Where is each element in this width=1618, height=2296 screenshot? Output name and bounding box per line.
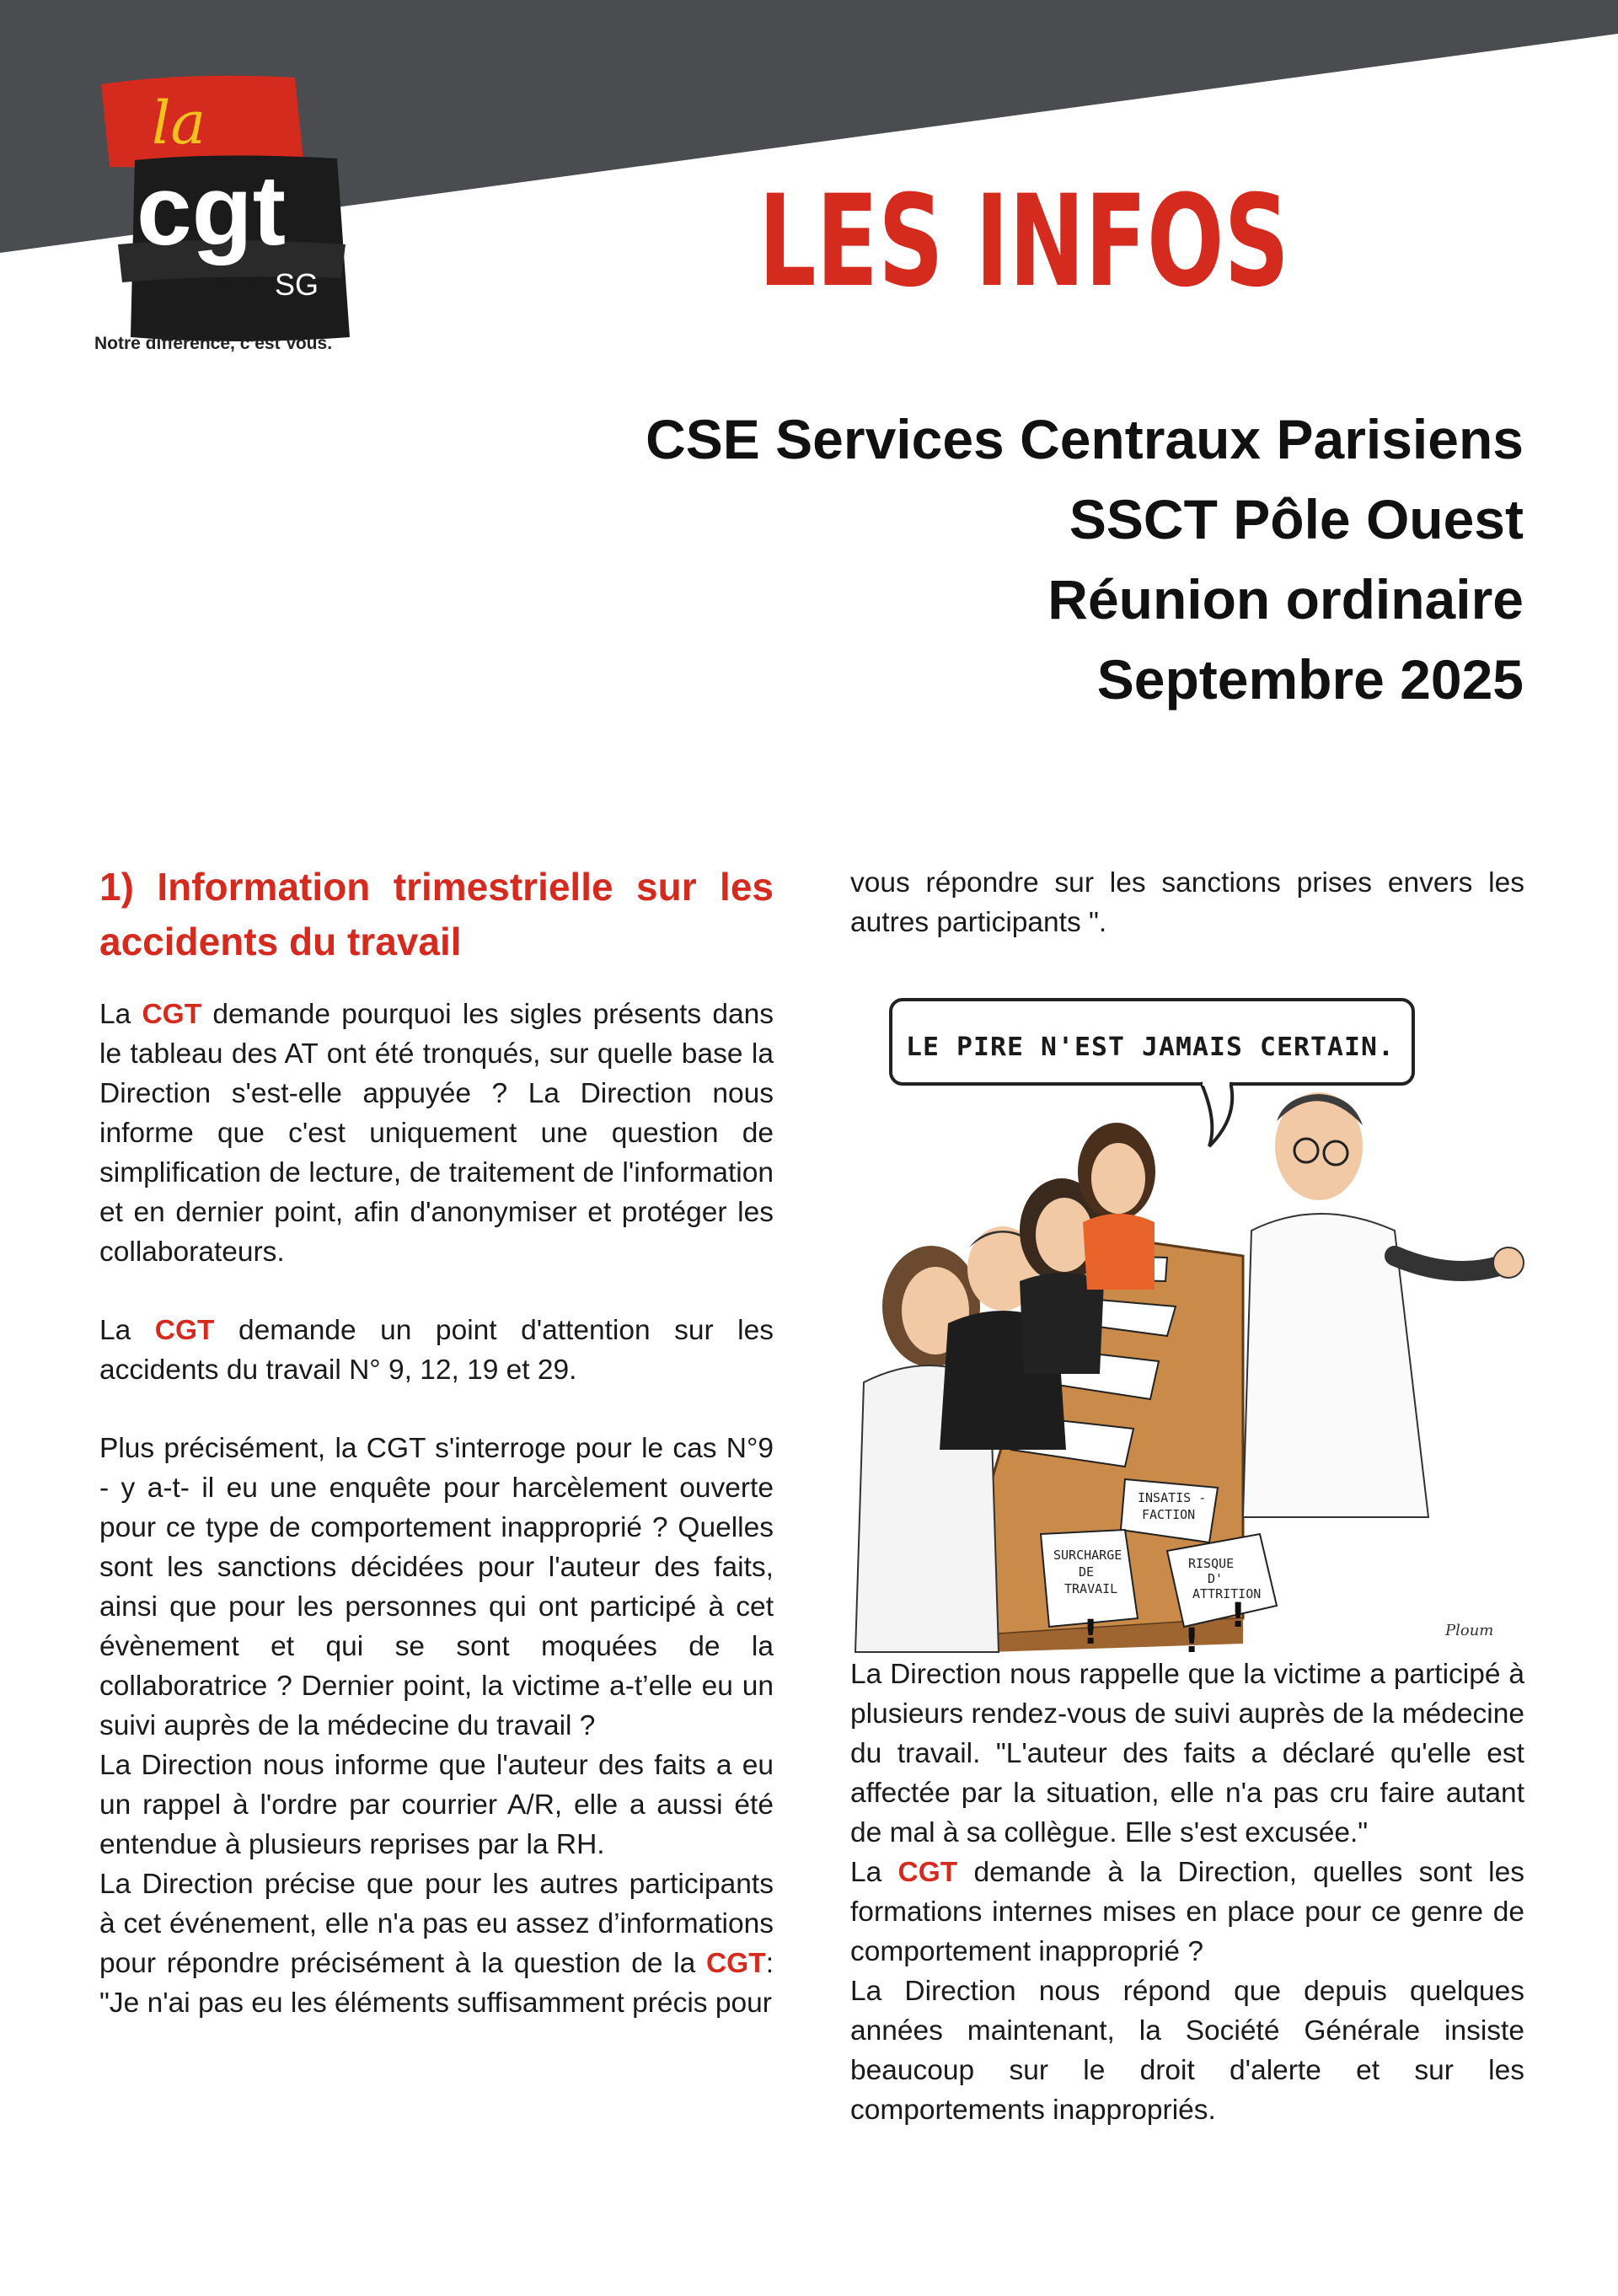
svg-text:TRAVAIL: TRAVAIL (1064, 1581, 1118, 1596)
paragraph-5: La Direction précise que pour les autres participants à cet événement, elle n'a pas eu assez d’informations pour répondre précisément à la question de la CGT: "Je n'ai pas eu les éléments suffisamment précis pour (99, 1869, 774, 2019)
svg-text:SG: SG (275, 267, 319, 302)
svg-text:Ploum: Ploum (1445, 1622, 1494, 1639)
svg-text:LES INFOS: LES INFOS (758, 169, 1289, 315)
svg-text:SURCHARGE: SURCHARGE (1053, 1548, 1122, 1563)
svg-text:cgt: cgt (137, 155, 286, 266)
title-line-4: Septembre 2025 (1096, 648, 1524, 711)
paragraph-6: La Direction nous rappelle que la victime a participé à plusieurs rendez-vous de suivi auprès de la médecine du travail. "L'auteur des faits a déclaré qu'elle est affectée par la situation, elle n'a pas cru faire autant de mal à sa collègue. Elle s'est excusée." (850, 1659, 1524, 1848)
tagline: Notre différence, c’est Vous. (94, 334, 333, 353)
svg-text:RISQUE: RISQUE (1188, 1556, 1235, 1571)
document-titles (646, 400, 1524, 720)
svg-text:DE: DE (1079, 1564, 1095, 1580)
svg-text:D': D' (1208, 1571, 1224, 1586)
svg-text:!: ! (1083, 1613, 1099, 1652)
right-column (850, 1655, 1524, 2130)
svg-text:!: ! (1230, 1596, 1246, 1635)
paragraph-3: Plus précisément, la CGT s'interroge pour le cas N°9 - y a-t- il eu une enquête pour harcèlement ouverte pour ce type de comportement inapproprié ? Quelles sont les sanctions décidées pour l'auteur des faits, ainsi que pour les personnes qui ont participé à cet évènement et qui se sont moquées de la collaboratrice ? Dernier point, la victime a-t’elle eu un suivi auprès de la médecine du travail ? (99, 1433, 774, 1741)
svg-text:ATTRITION: ATTRITION (1192, 1586, 1262, 1601)
left-column (99, 860, 774, 2023)
title-line-1: CSE Services Centraux Parisiens (646, 408, 1524, 470)
paragraph-2: La CGT demande un point d'attention sur les accidents du travail N° 9, 12, 19 et 29. (99, 1315, 774, 1386)
title-line-2: SSCT Pôle Ouest (1069, 488, 1524, 550)
paragraph-8: La Direction nous répond que depuis quelques années maintenant, la Société Générale insiste beaucoup sur le droit d'alerte et sur les comportements inappropriés. (850, 1976, 1524, 2126)
section-heading: 1) Information trimestrielle sur les accidents du travail (99, 865, 774, 963)
svg-text:!: ! (1184, 1622, 1200, 1660)
svg-text:FACTION: FACTION (1142, 1507, 1196, 1522)
right-column-continued (850, 863, 1524, 942)
svg-text:LE PIRE N'EST JAMAIS CERTAIN.: LE PIRE N'EST JAMAIS CERTAIN. (906, 1033, 1395, 1062)
svg-text:INSATIS -: INSATIS - (1138, 1490, 1207, 1505)
paragraph-1: La CGT demande pourquoi les sigles présents dans le tableau des AT ont été tronqués, sur quelle base la Direction s'est-elle appuyée ? La Direction nous informe que c'est uniquement une question de simplification de lecture, de traitement de l'information et en dernier point, afin d'anonymiser et protéger les collaborateurs. (99, 999, 774, 1268)
cartoon-illustration (847, 978, 1521, 1660)
masthead (758, 158, 1298, 315)
paragraph-7: La CGT demande à la Direction, quelles sont les formations internes mises en place pour ce genre de comportement inapproprié ? (850, 1857, 1525, 1967)
svg-text:la: la (152, 89, 206, 158)
paragraph-continued: vous répondre sur les sanctions prises envers les autres participants ". (850, 867, 1524, 938)
title-line-3: Réunion ordinaire (1047, 568, 1524, 630)
paragraph-4: La Direction nous informe que l'auteur des faits a eu un rappel à l'ordre par courrier A/R, elle a aussi été entendue à plusieurs reprises par la RH. (99, 1750, 774, 1860)
cgt-logo (84, 67, 371, 346)
